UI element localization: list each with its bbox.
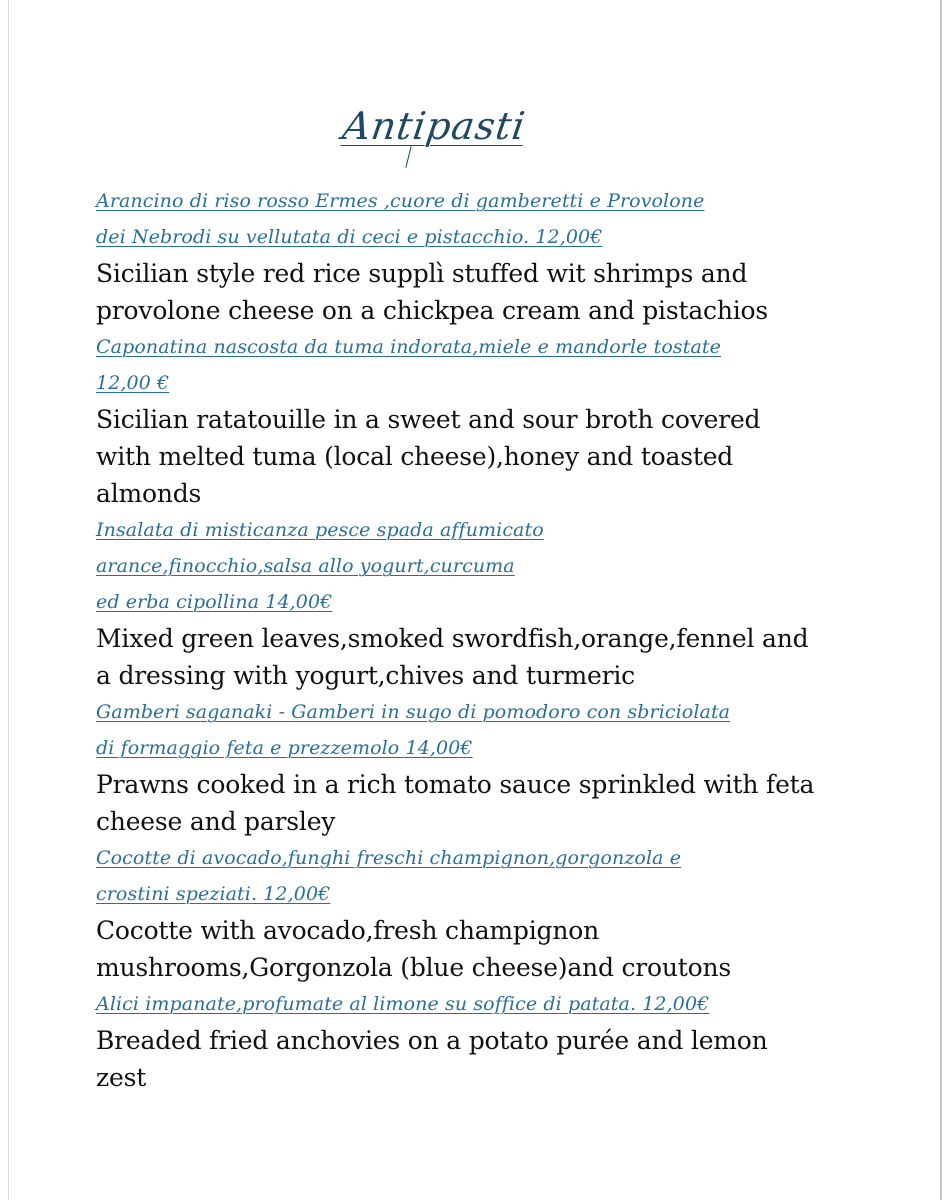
page-left-edge: [8, 0, 9, 1200]
english-description-line: Sicilian ratatouille in a sweet and sour broth covered: [96, 405, 761, 434]
menu-item: [96, 512, 896, 694]
english-description-line: mushrooms,Gorgonzola (blue cheese)and croutons: [96, 953, 732, 982]
italian-description-line: arance,finocchio,salsa allo yogurt,curcuma: [96, 555, 515, 577]
italian-description-line: Alici impanate,profumate al limone su soffice di patata. 12,00€: [96, 993, 710, 1015]
english-description-line: zest: [96, 1063, 147, 1092]
english-description-line: almonds: [96, 479, 202, 508]
menu-list: [96, 183, 896, 1096]
italian-description-line: dei Nebrodi su vellutata di ceci e pistacchio. 12,00€: [96, 226, 603, 248]
english-description-line: cheese and parsley: [96, 807, 336, 836]
italian-description-line: crostini speziati. 12,00€: [96, 883, 331, 905]
english-description-line: Breaded fried anchovies on a potato purée and lemon: [96, 1026, 768, 1055]
menu-item: [96, 183, 896, 329]
english-description-line: a dressing with yogurt,chives and turmeric: [96, 661, 635, 690]
english-description-line: Sicilian style red rice supplì stuffed wit shrimps and: [96, 259, 748, 288]
italian-description-line: Gamberi saganaki - Gamberi in sugo di pomodoro con sbriciolata: [96, 701, 731, 723]
italian-description-line: di formaggio feta e prezzemolo 14,00€: [96, 737, 473, 759]
italian-description-line: Insalata di misticanza pesce spada affumicato: [96, 519, 544, 541]
italian-description-line: 12,00 €: [96, 372, 170, 394]
menu-item: [96, 329, 896, 512]
menu-title: Antipasti: [340, 104, 529, 148]
italian-description-line: Cocotte di avocado,funghi freschi champignon,gorgonzola e: [96, 847, 682, 869]
english-description-line: provolone cheese on a chickpea cream and pistachios: [96, 296, 769, 325]
italian-description-line: Arancino di riso rosso Ermes ,cuore di gamberetti e Provolone: [96, 190, 705, 212]
english-description-line: Mixed green leaves,smoked swordfish,orange,fennel and: [96, 624, 809, 653]
italian-description-line: Caponatina nascosta da tuma indorata,miele e mandorle tostate: [96, 336, 721, 358]
english-description-line: with melted tuma (local cheese),honey and toasted: [96, 442, 734, 471]
english-description-line: Prawns cooked in a rich tomato sauce sprinkled with feta: [96, 770, 815, 799]
menu-item: [96, 694, 896, 840]
english-description-line: Cocotte with avocado,fresh champignon: [96, 916, 599, 945]
title-flourish: [405, 146, 411, 168]
italian-description-line: ed erba cipollina 14,00€: [96, 591, 333, 613]
menu-item: [96, 986, 896, 1096]
menu-item: [96, 840, 896, 986]
